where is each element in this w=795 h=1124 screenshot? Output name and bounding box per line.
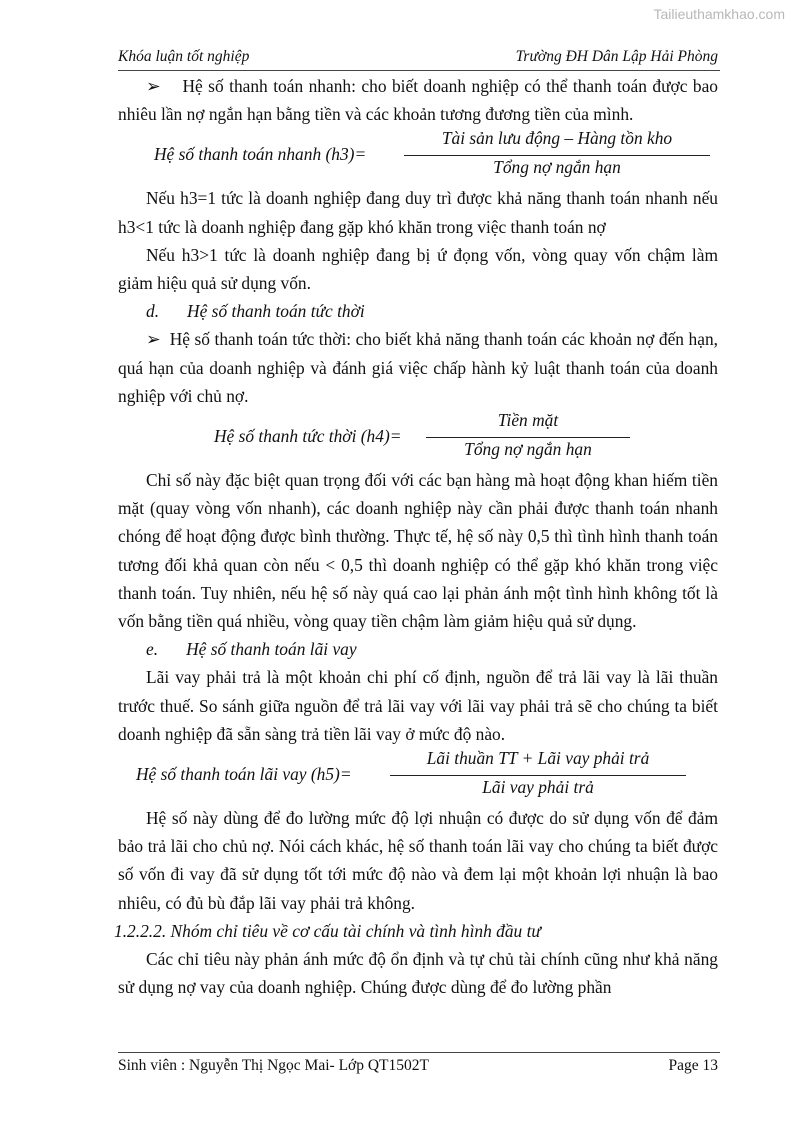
paragraph-cash-ratio <box>118 325 718 410</box>
header-left: Khóa luận tốt nghiệp <box>118 48 250 65</box>
bullet-icon: ➢ <box>146 76 161 96</box>
watermark: Tailieuthamkhao.com <box>653 6 785 22</box>
heading-e-title: Hệ số thanh toán lãi vay <box>186 639 357 660</box>
header-right: Trường ĐH Dân Lập Hải Phòng <box>515 48 718 65</box>
formula-h4-lhs: Hệ số thanh tức thời (h4)= <box>214 426 402 447</box>
formula-h4-numerator: Tiền mặt <box>497 410 559 431</box>
paragraph-cash-ratio-explanation: Chỉ số này đặc biệt quan trọng đối với các bạn hàng mà hoạt động khan hiếm tiền mặt (quay vòng vốn nhanh), các doanh nghiệp này cần phải được thanh toán nhanh chóng để hoạt động được bình thường. Thực tế, hệ số này 0,5 thì tình hình thanh toán tương đối khả quan còn nếu < 0,5 thì doanh nghiệp có thể gặp khó khăn trong việc thanh toán. Tuy nhiên, nếu hệ số này quá cao lại phản ánh một tình hình không tốt là vốn bằng tiền quá nhiều, vòng quay tiền chậm làm giảm hiệu quả sử dụng. <box>118 470 718 632</box>
paragraph-interest: Lãi vay phải trả là một khoản chi phí cố định, nguồn để trả lãi vay là lãi thuần trước thuế. So sánh giữa nguồn để trả lãi vay với lãi vay phải trả sẽ cho chúng ta biết doanh nghiệp đã sẵn sàng trả tiền lãi vay ở mức độ nào. <box>118 667 718 744</box>
heading-d-label: d. <box>146 301 160 322</box>
paragraph-structure: Các chỉ tiêu này phản ánh mức độ ổn định và tự chủ tài chính cũng như khả năng sử dụng nợ vay của doanh nghiệp. Chúng được dùng để đo lường phần <box>118 949 718 998</box>
formula-h3-numerator: Tài sản lưu động – Hàng tồn kho <box>441 128 673 149</box>
formula-h5-bar <box>390 775 686 776</box>
heading-e <box>118 635 718 663</box>
formula-h5-lhs: Hệ số thanh toán lãi vay (h5)= <box>136 764 352 785</box>
formula-h3-bar <box>404 155 710 156</box>
paragraph-text: Hệ số thanh toán tức thời: cho biết khả năng thanh toán các khoản nợ đến hạn, quá hạn của doanh nghiệp và đánh giá việc chấp hành kỷ luật thanh toán của doanh nghiệp với chủ nợ. <box>118 329 718 406</box>
heading-e-label: e. <box>146 639 159 660</box>
paragraph-h3-greater: Nếu h3>1 tức là doanh nghiệp đang bị ứ đọng vốn, vòng quay vốn chậm làm giảm hiệu quả sử dụng vốn. <box>118 244 718 294</box>
formula-h4-bar <box>426 437 630 438</box>
footer-student: Sinh viên : Nguyễn Thị Ngọc Mai- Lớp QT1502T <box>118 1057 429 1074</box>
page-footer <box>118 1057 718 1075</box>
formula-h5-denominator: Lãi vay phải trả <box>482 777 594 798</box>
formula-h4-denominator: Tổng nợ ngắn hạn <box>464 439 592 460</box>
formula-h4 <box>118 410 718 466</box>
page-number: Page 13 <box>668 1057 718 1074</box>
formula-h3-lhs: Hệ số thanh toán nhanh (h3)= <box>154 144 367 165</box>
formula-h5-numerator: Lãi thuần TT + Lãi vay phải trả <box>426 748 650 769</box>
footer-divider <box>118 1052 720 1053</box>
bullet-icon: ➢ <box>146 329 161 350</box>
formula-h5 <box>118 748 718 804</box>
section-heading: 1.2.2.2. Nhóm chỉ tiêu về cơ cấu tài chính và tình hình đầu tư <box>114 920 541 941</box>
paragraph-h3-equal: Nếu h3=1 tức là doanh nghiệp đang duy trì được khả năng thanh toán nhanh nếu h3<1 tức là doanh nghiệp đang gặp khó khăn trong việc thanh toán nợ <box>118 188 718 237</box>
heading-d-title: Hệ số thanh toán tức thời <box>187 301 365 322</box>
page-header <box>118 48 718 66</box>
heading-d <box>118 297 718 325</box>
paragraph-interest-explanation: Hệ số này dùng để đo lường mức độ lợi nhuận có được do sử dụng vốn để đảm bảo trả lãi cho chủ nợ. Nói cách khác, hệ số thanh toán lãi vay cho chúng ta biết được số vốn đi vay đã sử dụng tốt tới mức độ nào và đem lại một khoản lợi nhuận là bao nhiêu, có đủ bù đắp lãi vay phải trả không. <box>118 808 718 913</box>
paragraph-text: Hệ số thanh toán nhanh: cho biết doanh nghiệp có thể thanh toán được bao nhiêu lần nợ ngắn hạn bằng tiền và các khoản tương đương tiền của mình. <box>118 76 718 125</box>
formula-h3-denominator: Tổng nợ ngắn hạn <box>493 157 621 178</box>
paragraph-quick-ratio <box>118 72 718 128</box>
page-body <box>114 70 718 1001</box>
formula-h3 <box>118 128 718 184</box>
